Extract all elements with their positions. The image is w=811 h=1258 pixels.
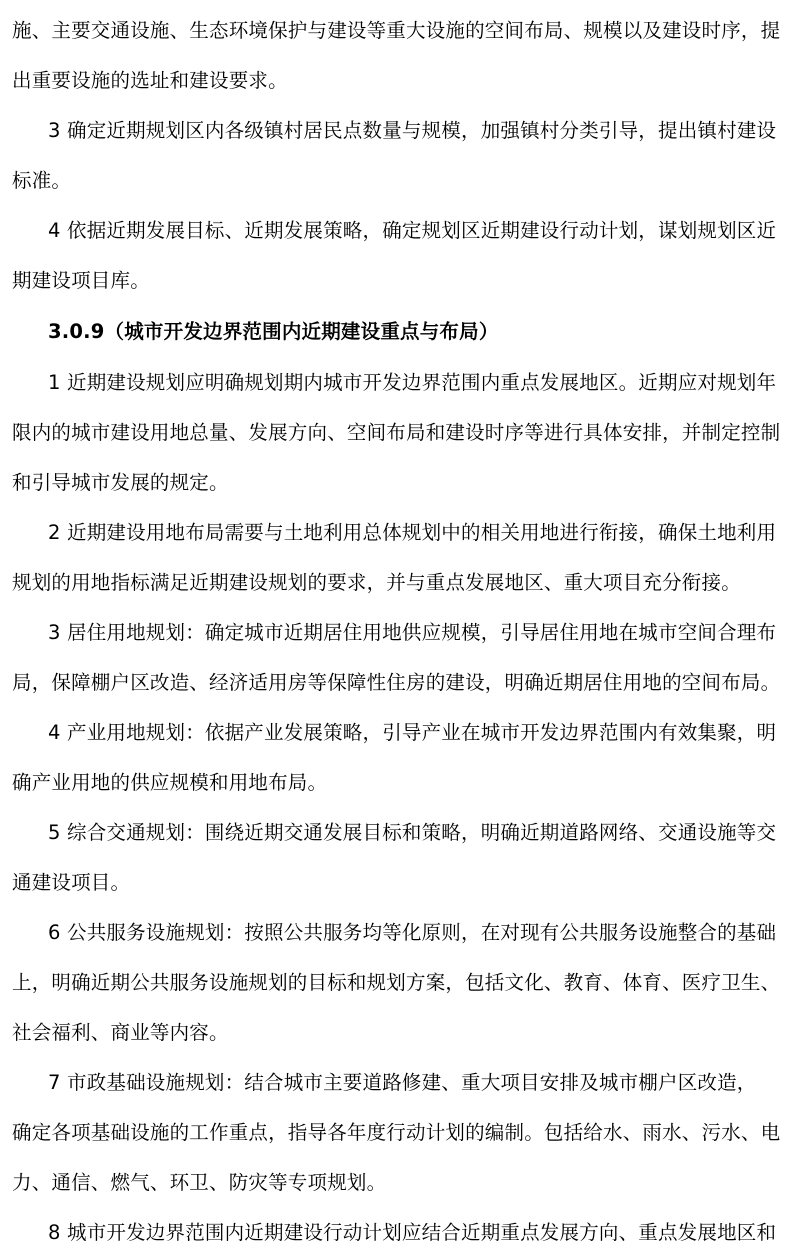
text-line: 出重要设施的选址和建设要求。 (12, 69, 288, 92)
text-line: 局，保障棚户区改造、经济适用房等保障性住房的建设，明确近期居住用地的空间布局。 (12, 671, 781, 694)
text-line: 确产业用地的供应规模和用地布局。 (12, 771, 328, 794)
text-line: 限内的城市建设用地总量、发展方向、空间布局和建设时序等进行具体安排，并制定控制 (12, 421, 781, 444)
text-line: 力、通信、燃气、环卫、防灾等专项规划。 (12, 1171, 387, 1194)
text-line: 上，明确近期公共服务设施规划的目标和规划方案，包括文化、教育、体育、医疗卫生、 (12, 971, 781, 994)
paragraph-item-4 (12, 206, 801, 306)
paragraph-item-6-public-services (12, 908, 801, 1058)
paragraph-item-1 (12, 358, 801, 508)
text-line: 标准。 (12, 169, 72, 192)
text-line: 社会福利、商业等内容。 (12, 1021, 229, 1044)
text-line: 3 确定近期规划区内各级镇村居民点数量与规模，加强镇村分类引导，提出镇村建设 (48, 119, 777, 142)
text-line: 确定各项基础设施的工作重点，指导各年度行动计划的编制。包括给水、雨水、污水、电 (12, 1121, 781, 1144)
text-line: 3 居住用地规划：确定城市近期居住用地供应规模，引导居住用地在城市空间合理布 (48, 621, 777, 644)
paragraph-item-3 (12, 106, 801, 206)
paragraph-item-7-municipal (12, 1058, 801, 1208)
text-line: 施、主要交通设施、生态环境保护与建设等重大设施的空间布局、规模以及建设时序，提 (12, 19, 781, 42)
text-line: 2 近期建设用地布局需要与土地利用总体规划中的相关用地进行衔接，确保土地利用 (48, 521, 777, 544)
text-line: 1 近期建设规划应明确规划期内城市开发边界范围内重点发展地区。近期应对规划年 (48, 371, 777, 394)
text-line: 8 城市开发边界范围内近期建设行动计划应结合近期重点发展方向、重点发展地区和 (48, 1221, 777, 1244)
paragraph-item-4-industrial (12, 708, 801, 808)
text-line: 4 依据近期发展目标、近期发展策略，确定规划区近期建设行动计划，谋划规划区近 (48, 219, 777, 242)
section-heading-3-0-9 (12, 306, 801, 358)
text-line: 规划的用地指标满足近期建设规划的要求，并与重点发展地区、重大项目充分衔接。 (12, 571, 741, 594)
paragraph-continued (12, 6, 801, 106)
text-line: 5 综合交通规划：围绕近期交通发展目标和策略，明确近期道路网络、交通设施等交 (48, 821, 777, 844)
text-line: 通建设项目。 (12, 871, 131, 894)
heading-text: 3.0.9（城市开发边界范围内近期建设重点与布局） (48, 320, 499, 343)
paragraph-item-3-residential (12, 608, 801, 708)
text-line: 7 市政基础设施规划：结合城市主要道路修建、重大项目安排及城市棚户区改造， (48, 1071, 757, 1094)
text-line: 6 公共服务设施规划：按照公共服务均等化原则，在对现有公共服务设施整合的基础 (48, 921, 777, 944)
text-line: 4 产业用地规划：依据产业发展策略，引导产业在城市开发边界范围内有效集聚，明 (48, 721, 777, 744)
paragraph-item-8-partial (12, 1208, 801, 1258)
text-line: 和引导城市发展的规定。 (12, 471, 229, 494)
text-line: 期建设项目库。 (12, 269, 150, 292)
paragraph-item-2 (12, 508, 801, 608)
paragraph-item-5-transport (12, 808, 801, 908)
